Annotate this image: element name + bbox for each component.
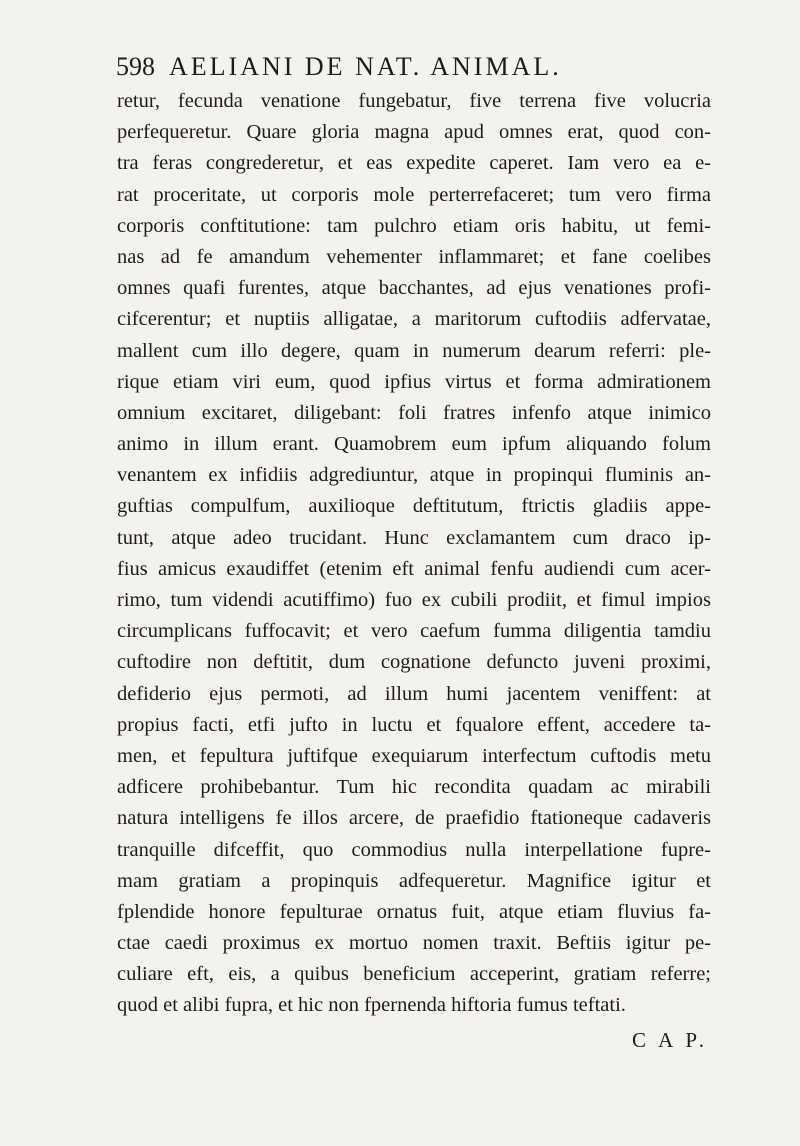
text-line: mam gratiam a propinquis adfequeretur. Magnifice igitur et	[117, 869, 711, 892]
text-line: perfequeretur. Quare gloria magna apud omnes erat, quod con-	[117, 121, 711, 144]
text-line: retur, fecunda venatione fungebatur, five terrena five volucria	[117, 90, 711, 112]
text-line: cuftodire non deftitit, dum cognatione defuncto juveni proximi,	[117, 651, 711, 674]
text-line: corporis conftitutione: tam pulchro etiam oris habitu, ut femi-	[117, 214, 711, 237]
text-line: guftias compulfum, auxilioque deftitutum, ftrictis gladiis appe-	[117, 495, 711, 518]
text-line: adficere prohibebantur. Tum hic recondita quadam ac mirabili	[117, 776, 711, 799]
text-line: mallent cum illo degere, quam in numerum dearum referri: ple-	[117, 339, 711, 362]
text-line: ctae caedi proximus ex mortuo nomen traxit. Beftiis igitur pe-	[117, 932, 711, 955]
text-line: tranquille difceffit, quo commodius nulla interpellatione fupre-	[117, 838, 711, 861]
text-line: nas ad fe amandum vehementer inflammaret; et fane coelibes	[117, 245, 711, 268]
text-line: fius amicus exaudiffet (etenim eft animal fenfu audiendi cum acer-	[117, 557, 711, 580]
text-line: quod et alibi fupra, et hic non fpernenda hiftoria fumus teftati.	[117, 994, 626, 1017]
body-text	[117, 86, 711, 1022]
text-line: omnium excitaret, diligebant: foli fratres infenfo atque inimico	[117, 401, 711, 424]
text-line: fplendide honore fepulturae ornatus fuit, atque etiam fluvius fa-	[117, 900, 711, 923]
text-line: cifcerentur; et nuptiis alligatae, a maritorum cuftodiis adfervatae,	[117, 308, 711, 331]
text-line: tunt, atque adeo trucidant. Hunc exclamantem cum draco ip-	[117, 526, 711, 549]
text-line: men, et fepultura juftifque exequiarum interfectum cuftodis metu	[117, 744, 711, 767]
running-head: AELIANI DE NAT. ANIMAL.	[169, 52, 562, 81]
text-line: culiare eft, eis, a quibus beneficium acceperint, gratiam referre;	[117, 963, 711, 986]
text-line: circumplicans fuffocavit; et vero caefum fumma diligentia tamdiu	[117, 620, 711, 643]
text-line: rique etiam viri eum, quod ipfius virtus et forma admirationem	[117, 370, 711, 393]
text-line: venantem ex infidiis adgrediuntur, atque in propinqui fluminis an-	[117, 464, 711, 487]
text-line: omnes quafi furentes, atque bacchantes, ad ejus venationes profi-	[117, 277, 711, 300]
text-line: natura intelligens fe illos arcere, de praefidio ftationeque cadaveris	[117, 807, 711, 830]
text-line: rimo, tum videndi acutiffimo) fuo ex cubili prodiit, et fimul impios	[117, 589, 711, 611]
text-line: propius facti, etfi jufto in luctu et fqualore effent, accedere ta-	[117, 713, 711, 736]
text-line: tra feras congrederetur, et eas expedite caperet. Iam vero ea e-	[117, 152, 711, 175]
catchword: C A P.	[632, 1028, 708, 1052]
text-line: rat proceritate, ut corporis mole perterrefaceret; tum vero firma	[117, 183, 711, 206]
text-line: defiderio ejus permoti, ad illum humi jacentem veniffent: at	[117, 682, 711, 705]
page-number: 598	[116, 52, 155, 81]
text-line: animo in illum erant. Quamobrem eum ipfum aliquando folum	[117, 433, 711, 456]
